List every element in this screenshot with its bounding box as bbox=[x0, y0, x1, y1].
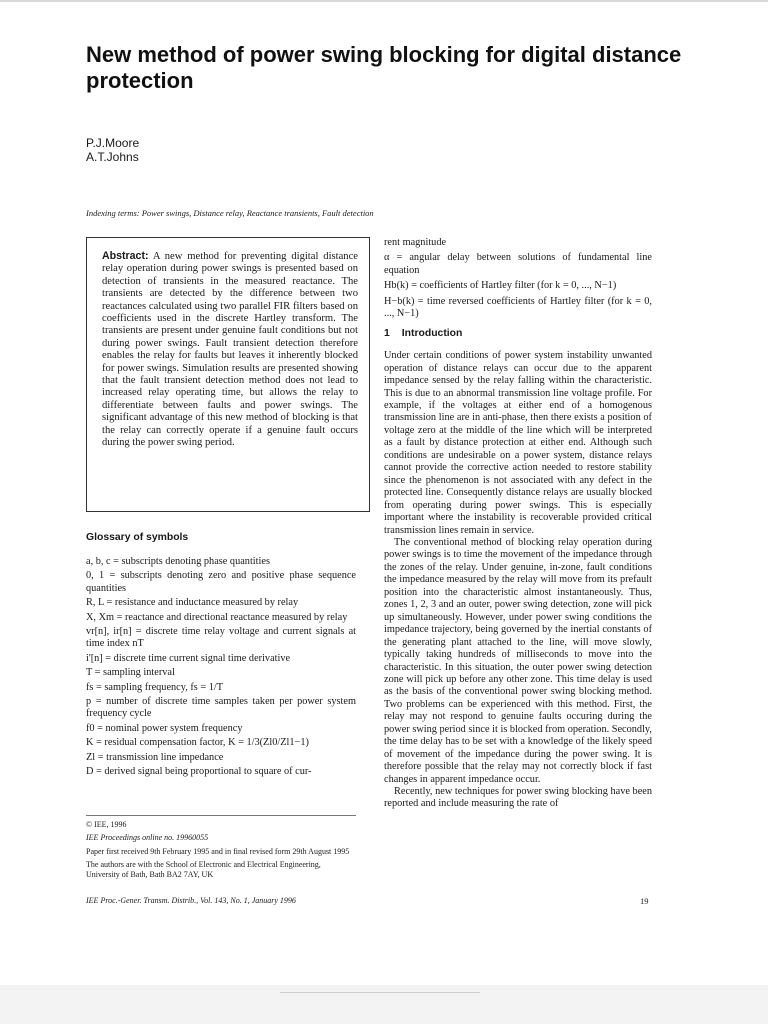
copyright-note: © IEE, 1996 bbox=[86, 820, 127, 829]
affiliation-note: The authors are with the School of Electronic and Electrical Engineering, University of Bath, Bath BA2 7AY, UK bbox=[86, 860, 321, 879]
page-number: 19 bbox=[640, 896, 649, 906]
glossary-item: K = residual compensation factor, K = 1/3(Zl0/Zl1−1) bbox=[86, 737, 309, 749]
author-list bbox=[86, 136, 139, 164]
section-title: Introduction bbox=[401, 327, 463, 339]
abstract-label: Abstract: bbox=[102, 250, 149, 262]
scan-bottom-margin bbox=[0, 985, 768, 1024]
glossary-item: D = derived signal being proportional to square of cur- bbox=[86, 766, 312, 778]
glossary-item: Hb(k) = coefficients of Hartley filter (for k = 0, ..., N−1) bbox=[384, 280, 617, 292]
abstract-box bbox=[86, 237, 370, 512]
glossary-item: vr[n], ir[n] = discrete time relay voltage and current signals at time index nT bbox=[86, 626, 356, 650]
glossary-item: R, L = resistance and inductance measured by relay bbox=[86, 597, 299, 609]
glossary-item: H−b(k) = time reversed coefficients of Hartley filter (for k = 0, ..., N−1) bbox=[384, 295, 652, 320]
glossary-item: Zl = transmission line impedance bbox=[86, 751, 224, 763]
glossary-item: i'[n] = discrete time current signal time derivative bbox=[86, 652, 291, 664]
abstract-text: A new method for preventing digital distance relay operation during power swings is presented based on detection of transients in the measured reactance. The transients are detected by the difference between two reactances calculated using two parallel FIR filters based on coefficients used in the discrete Hartley transform. The transients are present under genuine fault conditions but not during power swings. Fault transient detection therefore enables the relay for faults but leaves it inherently blocked for power swings. Simulation results are presented showing that the fault transient detection method does not lead to increased relay operating time, but allows the relay to differentiate between faults and power swings. The significant advantage of this new method of blocking is that the relay can correctly operate if a genuine fault occurs during the power swing period. bbox=[102, 251, 358, 449]
body-paragraph: The conventional method of blocking relay operation during power swings is to time the movement of the impedance through the zones of the relay. Under genuine, in-zone, fault conditions the impedance measured by the relay will move from its prefault position into the characteristic almost instantaneously. Thus, zones 1, 2, 3 and an outer, power swing detection, zone will pick up simultaneously. However, under power swing conditions the impedance trajectory, being governed by the inertial constants of the generating plant attached to the line, will move slowly, typically taking hundreds of milliseconds to move into the characteristic. In this situation, the outer power swing detection zone will pick up before any other zone. This time delay is used as the basis of the conventional power swing blocking method. Two problems can be experienced with this method. First, the relay may not respond to genuine faults occuring during the power swing period since it is blocked from operation. Secondly, the time delay has to be set with a knowledge of the likely speed of movement of the impedance during the power swing. It is therefore possible that the relay may not correctly block if fast changes in apparent impedance occur. bbox=[384, 536, 652, 785]
paper-title: New method of power swing blocking for digital distance protection bbox=[86, 42, 682, 93]
glossary-heading: Glossary of symbols bbox=[86, 532, 189, 543]
glossary-item: T = sampling interval bbox=[86, 667, 175, 679]
glossary-list bbox=[86, 556, 356, 781]
scan-top-edge bbox=[0, 0, 768, 2]
journal-citation: IEE Proc.-Gener. Transm. Distrib., Vol. 143, No. 1, January 1996 bbox=[86, 896, 296, 905]
glossary-item: rent magnitude bbox=[384, 237, 447, 248]
section-number: 1 bbox=[384, 327, 390, 339]
author-name: A.T.Johns bbox=[86, 150, 139, 164]
body-paragraph: Recently, new techniques for power swing blocking have been reported and include measuring the rate of bbox=[384, 786, 652, 810]
glossary-item: 0, 1 = subscripts denoting zero and positive phase sequence quantities bbox=[86, 570, 356, 594]
abstract bbox=[102, 250, 358, 450]
received-note: Paper first received 9th February 1995 and in final revised form 29th August 1995 bbox=[86, 846, 350, 856]
glossary-item: p = number of discrete time samples taken per power system frequency cycle bbox=[86, 696, 356, 720]
footnote-divider bbox=[86, 815, 356, 816]
online-number-note: IEE Proceedings online no. 19960055 bbox=[86, 833, 209, 843]
body-paragraph: Under certain conditions of power system instability unwanted operation of distance relays can occur due to the apparent impedance sensed by the relay falling within the characteristic. This is due to an abnormal transmission line voltage profile. For example, if the voltages at either end of a homogenous transmission line are in anti-phase, then there exists a position of voltage zero at the middle of the line which will be interpreted as a fault by distance protection at either end. Although such conditions are undesirable on a power system, distance relays cannot provide the corrective action needed to restore stability since the phenomenon is not associated with any defect in the protected line. Consequently distance relays are usually blocked from operating during power swings. This is especially important where the instability is recoverable provided critical transmission lines remain in service. bbox=[384, 350, 652, 536]
right-column bbox=[384, 237, 652, 811]
glossary-item: fs = sampling frequency, fs = 1/T bbox=[86, 681, 224, 693]
glossary-item: α = angular delay between solutions of fundamental line equation bbox=[384, 252, 652, 276]
glossary-item: f0 = nominal power system frequency bbox=[86, 722, 243, 734]
glossary-item: X, Xm = reactance and directional reactance measured by relay bbox=[86, 611, 348, 623]
scan-artifact-line bbox=[280, 992, 480, 993]
glossary-item: a, b, c = subscripts denoting phase quantities bbox=[86, 556, 270, 567]
indexing-terms: Indexing terms: Power swings, Distance relay, Reactance transients, Fault detection bbox=[86, 208, 374, 218]
author-name: P.J.Moore bbox=[86, 136, 140, 150]
section-heading bbox=[384, 328, 652, 340]
footnotes bbox=[86, 820, 356, 883]
